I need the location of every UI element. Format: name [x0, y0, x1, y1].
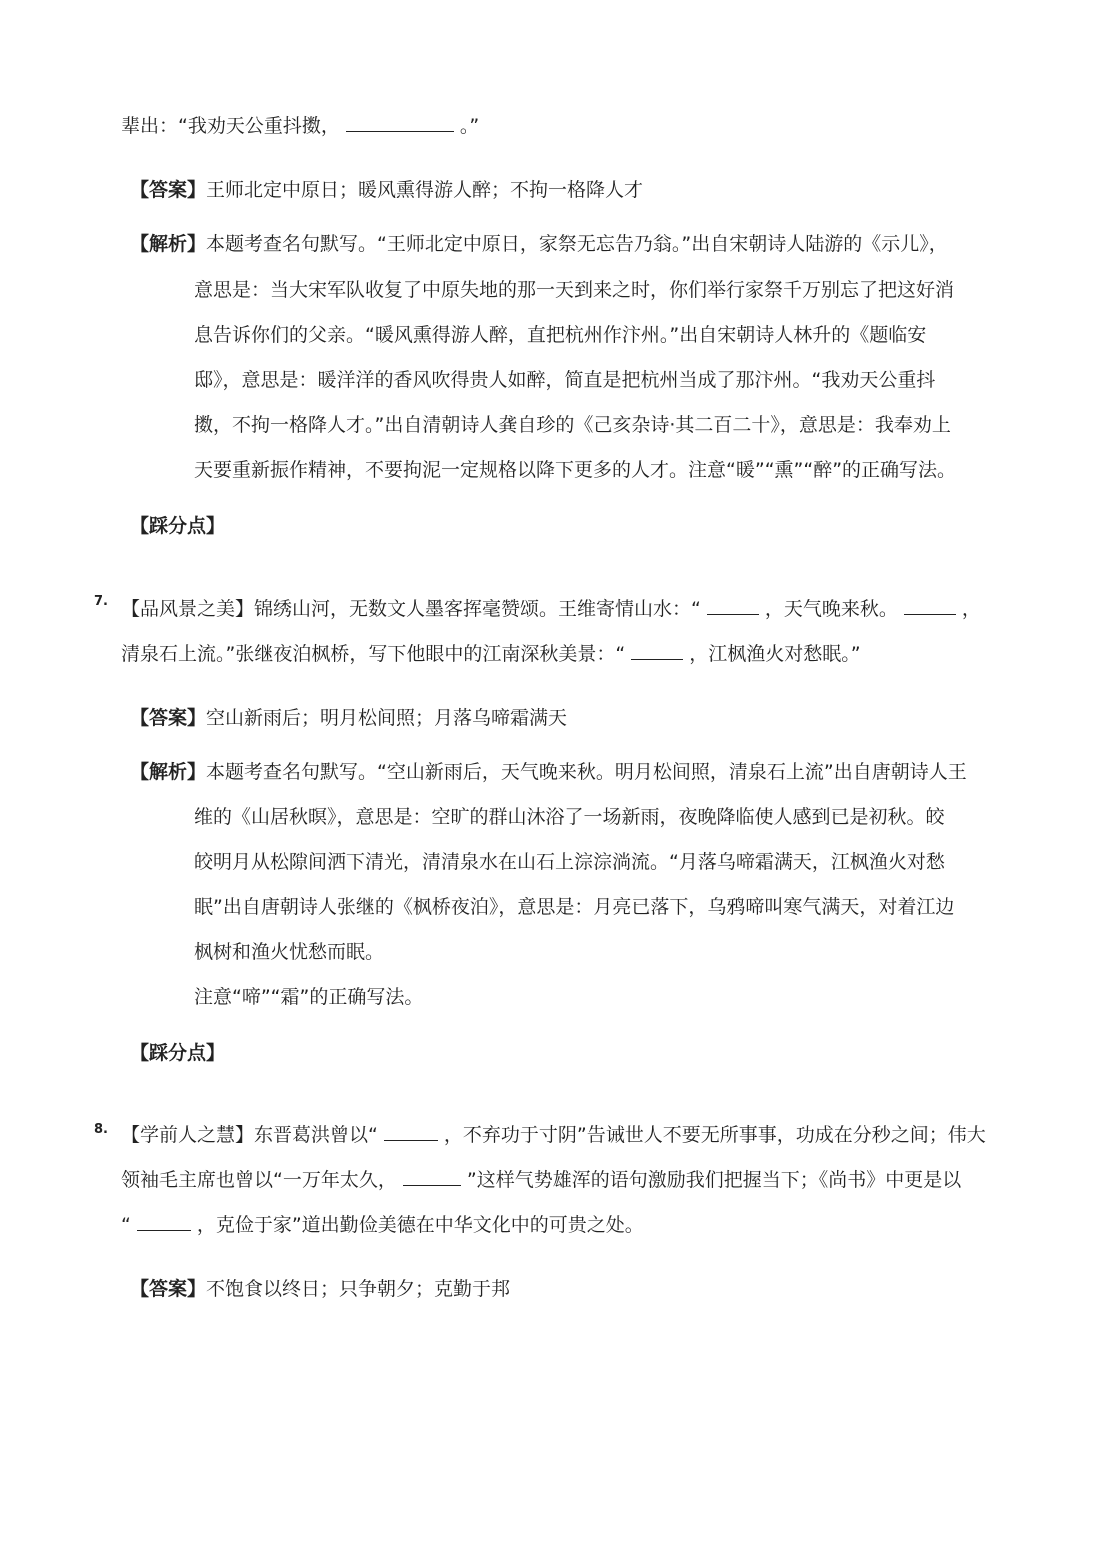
q7-stem-line-2: 清泉石上流。”张继夜泊枫桥，写下他眼中的江南深秋美景：“ ，江枫渔火对愁眠。”	[121, 643, 861, 665]
q6-analysis-line-4: 邸》，意思是：暖洋洋的香风吹得贵人如醉，简直是把杭州当成了那汴州。“我劝天公重抖	[194, 369, 936, 391]
q6-analysis-line-2: 意思是：当大宋军队收复了中原失地的那一天到来之时，你们举行家祭千万别忘了把这好消	[194, 279, 955, 301]
fill-blank[interactable]	[904, 596, 956, 615]
answer-text: 不饱食以终日；只争朝夕；克勤于邦	[206, 1278, 511, 1300]
q8-stem-line-2: 领袖毛主席也曾以“一万年太久， ”这样气势雄浑的语句激励我们把握当下；《尚书》中更是以	[121, 1169, 962, 1191]
fill-blank[interactable]	[403, 1167, 461, 1186]
q6-stem-tail: 辈出：“我劝天公重抖擞， 。”	[121, 115, 480, 137]
q8-stem-line-1: 【学前人之慧】东晋葛洪曾以“ ，不弃功于寸阴”告诫世人不要无所事事，功成在分秒之间；伟大	[121, 1124, 986, 1146]
q7-stem-line-1: 【品风景之美】锦绣山河，无数文人墨客挥毫赞颂。王维寄情山水：“ ，天气晚来秋。 ，	[121, 598, 981, 620]
answer-label: 【答案】	[130, 1278, 207, 1300]
q7-analysis-line-6: 注意“啼”“霜”的正确写法。	[194, 986, 424, 1008]
answer-text: 王师北定中原日；暖风熏得游人醉；不拘一格降人才	[206, 179, 644, 201]
q8-answer	[130, 1276, 510, 1302]
q7-number: 7.	[94, 594, 108, 609]
q6-analysis-line-5: 擞，不拘一格降人才。”出自清朝诗人龚自珍的《己亥杂诗·其二百二十》，意思是：我奉劝上	[194, 414, 951, 436]
q7-answer	[130, 705, 567, 731]
q6-analysis-line-6: 天要重新振作精神，不要拘泥一定规格以降下更多的人才。注意“暖”“熏”“醉”的正确写法。	[194, 459, 957, 481]
q6-score-label: 【踩分点】	[130, 515, 226, 537]
q7-analysis-line-3: 皎明月从松隙间洒下清光，清清泉水在山石上淙淙淌流。“月落乌啼霜满天，江枫渔火对愁	[194, 851, 945, 873]
q7-analysis-line-4: 眠”出自唐朝诗人张继的《枫桥夜泊》，意思是：月亮已落下，乌鸦啼叫寒气满天，对着江边	[194, 896, 955, 918]
q8-stem-line-3: “ ，克俭于家”道出勤俭美德在中华文化中的可贵之处。	[121, 1214, 644, 1236]
q7-analysis-line-5: 枫树和渔火忧愁而眠。	[194, 941, 385, 963]
q8-number: 8.	[94, 1122, 108, 1137]
answer-label: 【答案】	[130, 179, 207, 201]
fill-blank[interactable]	[707, 596, 759, 615]
analysis-label: 【解析】	[130, 761, 207, 783]
q7-score-label: 【踩分点】	[130, 1042, 226, 1064]
q7-analysis-line-1: 【解析】本题考查名句默写。“空山新雨后，天气晚来秋。明月松间照，清泉石上流”出自唐朝诗人王	[130, 761, 967, 783]
fill-blank[interactable]	[346, 113, 454, 132]
analysis-label: 【解析】	[130, 233, 207, 255]
fill-blank[interactable]	[384, 1122, 438, 1141]
fill-blank[interactable]	[631, 641, 683, 660]
q6-analysis-line-1: 【解析】本题考查名句默写。“王师北定中原日，家祭无忘告乃翁。”出自宋朝诗人陆游的《示儿》，	[130, 233, 948, 255]
q6-answer	[130, 177, 643, 203]
answer-text: 空山新雨后；明月松间照；月落乌啼霜满天	[206, 707, 568, 729]
fill-blank[interactable]	[137, 1212, 191, 1231]
answer-label: 【答案】	[130, 707, 207, 729]
q6-analysis-line-3: 息告诉你们的父亲。“暖风熏得游人醉，直把杭州作汴州。”出自宋朝诗人林升的《题临安	[194, 324, 927, 346]
q7-analysis-line-2: 维的《山居秋暝》，意思是：空旷的群山沐浴了一场新雨，夜晚降临使人感到已是初秋。皎	[194, 806, 945, 828]
